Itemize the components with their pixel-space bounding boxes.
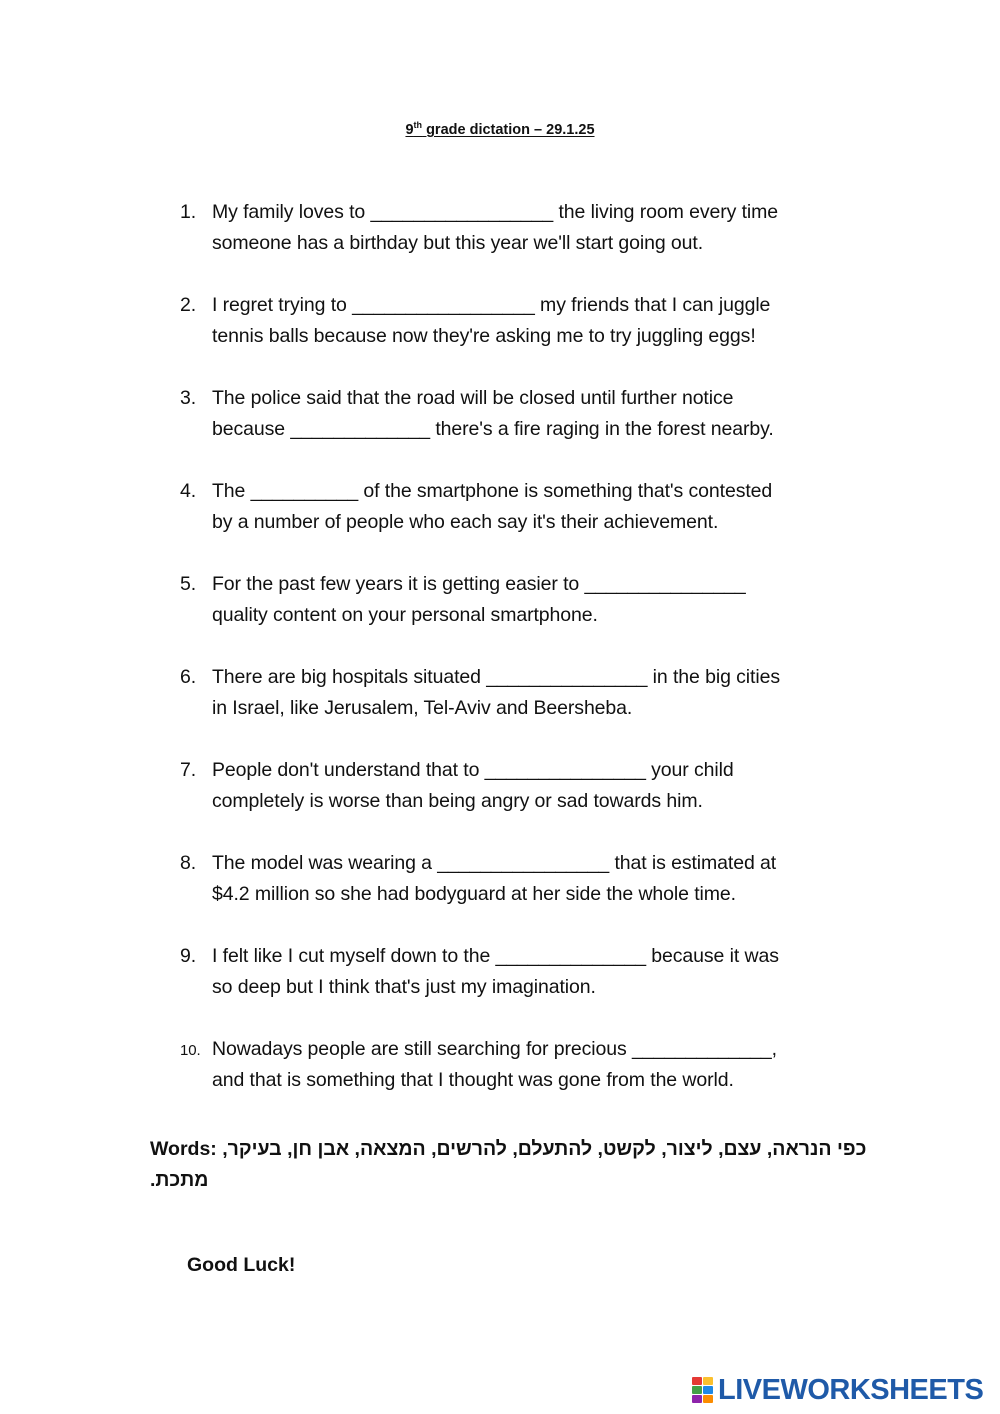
- word-bank-label: Words:: [150, 1138, 217, 1160]
- question-item: [180, 941, 870, 1034]
- question-line: so deep but I think that's just my imagination.: [212, 976, 596, 998]
- question-number: 1.: [180, 201, 197, 223]
- word-bank: [150, 1134, 870, 1196]
- logo-tile: [692, 1386, 702, 1394]
- question-line: The model was wearing a ________________ that is estimated at: [212, 852, 777, 874]
- question-number: 6.: [180, 666, 197, 688]
- liveworksheets-logo: [692, 1373, 983, 1407]
- logo-tile: [703, 1386, 713, 1394]
- question-item: [180, 197, 870, 290]
- question-line: The police said that the road will be closed until further notice: [212, 387, 734, 409]
- question-item: [180, 476, 870, 569]
- closing-text: Good Luck!: [187, 1254, 296, 1276]
- question-line: People don't understand that to _______________ your child: [212, 759, 734, 781]
- question-line: Nowadays people are still searching for precious _____________,: [212, 1038, 777, 1060]
- question-number: 3.: [180, 387, 197, 409]
- logo-tile: [703, 1395, 713, 1403]
- question-item: [180, 1034, 870, 1127]
- question-line: The __________ of the smartphone is something that's contested: [212, 480, 773, 502]
- question-line: I regret trying to _________________ my friends that I can juggle: [212, 294, 771, 316]
- question-number: 7.: [180, 759, 197, 781]
- question-line: tennis balls because now they're asking me to try juggling eggs!: [212, 325, 756, 347]
- question-item: [180, 569, 870, 662]
- title-superscript: th: [413, 120, 423, 131]
- question-line: I felt like I cut myself down to the ______________ because it was: [212, 945, 779, 967]
- question-item: [180, 383, 870, 476]
- title-text: grade dictation – 29.1.25: [422, 122, 595, 138]
- question-item: [180, 290, 870, 383]
- question-item: [180, 662, 870, 755]
- logo-icon: [692, 1377, 714, 1403]
- question-line: There are big hospitals situated _______________ in the big cities: [212, 666, 780, 688]
- question-number: 10.: [180, 1042, 201, 1059]
- question-number: 9.: [180, 945, 197, 967]
- question-item: [180, 755, 870, 848]
- logo-tile: [703, 1377, 713, 1385]
- question-line: $4.2 million so she had bodyguard at her side the whole time.: [212, 883, 736, 905]
- word-bank-list: כפי הנראה, עצם, ליצור, לקשט, להתעלם, להרשים, המצאה, אבן חן, בעיקר, מתכת.: [150, 1138, 867, 1191]
- question-number: 4.: [180, 480, 197, 502]
- logo-text: LIVEWORKSHEETS: [718, 1373, 984, 1406]
- question-line: and that is something that I thought was gone from the world.: [212, 1069, 734, 1091]
- question-item: [180, 848, 870, 941]
- question-line: quality content on your personal smartphone.: [212, 604, 598, 626]
- question-number: 8.: [180, 852, 197, 874]
- question-list: [180, 197, 870, 1127]
- question-line: someone has a birthday but this year we'll start going out.: [212, 232, 704, 254]
- question-number: 5.: [180, 573, 197, 595]
- title-grade-number: 9: [405, 122, 414, 138]
- logo-tile: [692, 1395, 702, 1403]
- page-title: [0, 122, 1000, 138]
- question-number: 2.: [180, 294, 197, 316]
- question-line: completely is worse than being angry or sad towards him.: [212, 790, 703, 812]
- question-line: in Israel, like Jerusalem, Tel-Aviv and Beersheba.: [212, 697, 633, 719]
- question-line: because _____________ there's a fire raging in the forest nearby.: [212, 418, 774, 440]
- question-line: For the past few years it is getting easier to _______________: [212, 573, 746, 595]
- question-line: My family loves to _________________ the living room every time: [212, 201, 779, 223]
- logo-tile: [692, 1377, 702, 1385]
- question-line: by a number of people who each say it's their achievement.: [212, 511, 719, 533]
